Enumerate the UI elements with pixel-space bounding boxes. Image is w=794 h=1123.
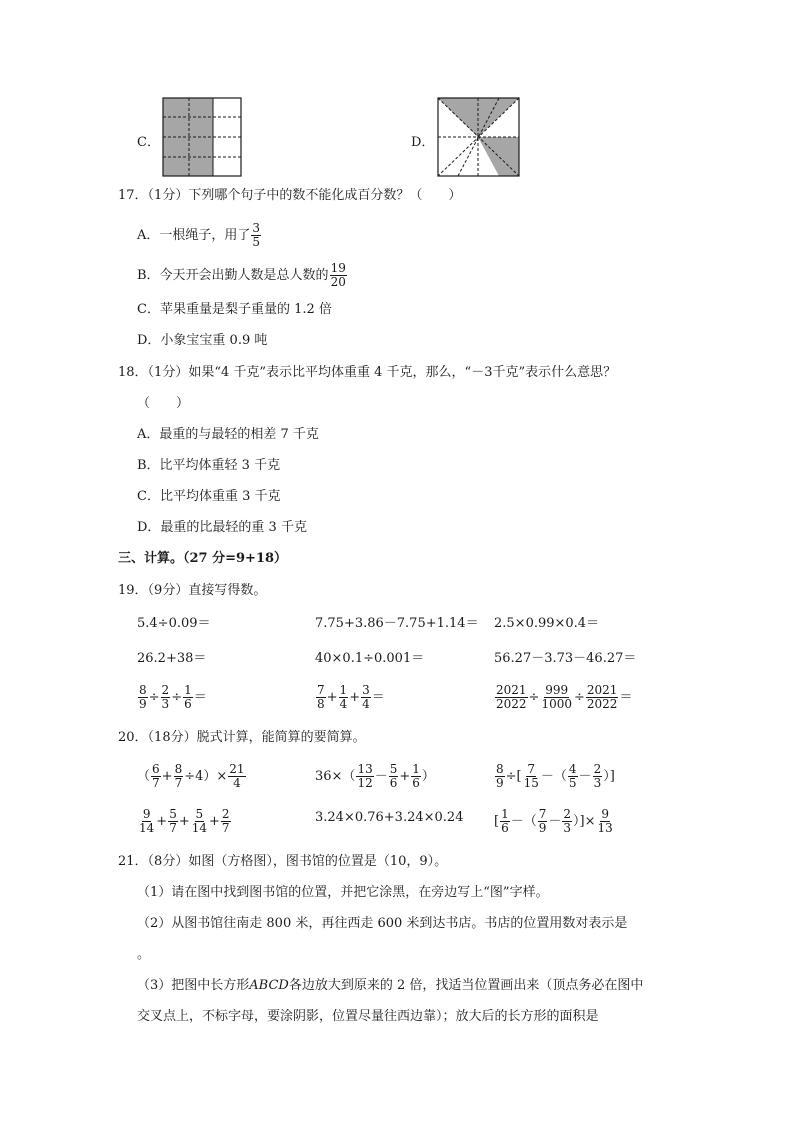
q21-part-2-end: 。: [137, 947, 151, 962]
q17-option-c[interactable]: C．苹果重量是梨子重量的 1.2 倍: [137, 302, 332, 317]
q17-option-a[interactable]: A．一根绳子，用了 $\frac{3}{5}$: [137, 221, 261, 249]
q19-item: 26.2+38＝: [137, 651, 207, 666]
q19-item: 5.4÷0.09＝: [137, 616, 211, 631]
q17-option-d[interactable]: D．小象宝宝重 0.9 吨: [137, 333, 268, 348]
q17-option-b[interactable]: B．今天开会出勤人数是总人数的 $\frac{19}{20}$: [137, 261, 346, 289]
q20-item: （ $\frac{6}{7}$ + $\frac{8}{7}$ ÷4）× $\frac{21}{4}$: [137, 762, 245, 790]
fraction: $\frac{19}{20}$: [330, 261, 346, 289]
q20-stem: 20．（18分）脱式计算，能简算的要简算。: [118, 730, 366, 745]
option-d-label: D．: [411, 135, 435, 150]
q19-item: $\frac{7}{8}$ + $\frac{1}{4}$ + $\frac{3}{4}$ ＝: [317, 683, 385, 711]
figure-d-grid: [437, 97, 520, 177]
q18-stem: 18．（1分）如果“4 千克”表示比平均体重重 4 千克，那么，“－3千克”表示什么意思？: [118, 365, 617, 380]
q19-item: 56.27－3.73－46.27＝: [494, 651, 637, 666]
q20-item: 36×（ $\frac{13}{12}$ － $\frac{5}{6}$ + $\frac{1}{6}$ ）: [315, 762, 435, 790]
q21-part-3: （3）把图中长方形ABCD各边放大到原来的 2 倍，找适当位置画出来（顶点务必在图中: [137, 978, 644, 993]
figure-c-grid: [162, 97, 242, 177]
section-title: 三、计算。（27 分=9+18）: [118, 551, 288, 566]
q20-item: 3.24×0.76+3.24×0.24: [315, 810, 464, 825]
q19-item: 2.5×0.99×0.4＝: [494, 616, 600, 631]
q19-item: $\frac{2021}{2022}$ ÷ $\frac{999}{1000}$ ÷ $\frac{2021}{2022}$ ＝: [496, 683, 633, 711]
q21-stem: 21．（8分）如图（方格图），图书馆的位置是（10，9）。: [118, 854, 448, 869]
q21-part-3-cont: 交叉点上，不标字母，要涂阴影，位置尽量往西边靠）；放大后的长方形的面积是: [137, 1009, 599, 1024]
q19-item: $\frac{8}{9}$ ÷ $\frac{2}{3}$ ÷ $\frac{1}{6}$ ＝: [139, 683, 207, 711]
q21-part-1: （1）请在图中找到图书馆的位置，并把它涂黑，在旁边写上“图”字样。: [137, 885, 549, 900]
q19-item: 40×0.1÷0.001＝: [315, 651, 425, 666]
q18-answer-paren: （ ）: [137, 396, 190, 411]
q18-option-c[interactable]: C．比平均体重重 3 千克: [137, 489, 281, 504]
option-c-label: C．: [137, 135, 160, 150]
q18-option-d[interactable]: D．最重的比最轻的重 3 千克: [137, 520, 307, 535]
fraction: $\frac{3}{5}$: [252, 221, 261, 249]
q18-option-b[interactable]: B．比平均体重轻 3 千克: [137, 458, 281, 473]
q19-item: 7.75+3.86－7.75+1.14＝: [315, 616, 479, 631]
rect-abcd-label: ABCD: [249, 978, 289, 993]
q20-item: [ $\frac{1}{6}$ －（ $\frac{7}{9}$ － $\frac{2}{3}$ ）]× $\frac{9}{13}$: [494, 807, 613, 835]
q20-item: $\frac{9}{14}$ + $\frac{5}{7}$ + $\frac{5}{14}$ + $\frac{2}{7}$: [139, 807, 230, 835]
q21-part-2: （2）从图书馆往南走 800 米，再往西走 600 米到达书店。书店的位置用数对表示是: [137, 916, 628, 931]
q19-stem: 19．（9分）直接写得数。: [118, 583, 267, 598]
q17-stem: 17．（1分）下列哪个句子中的数不能化成百分数？（ ）: [118, 188, 462, 203]
q20-item: $\frac{8}{9}$ ÷[ $\frac{7}{15}$ －（ $\frac{4}{5}$ － $\frac{2}{3}$ ）]: [496, 762, 615, 790]
q18-option-a[interactable]: A．最重的与最轻的相差 7 千克: [137, 427, 319, 442]
